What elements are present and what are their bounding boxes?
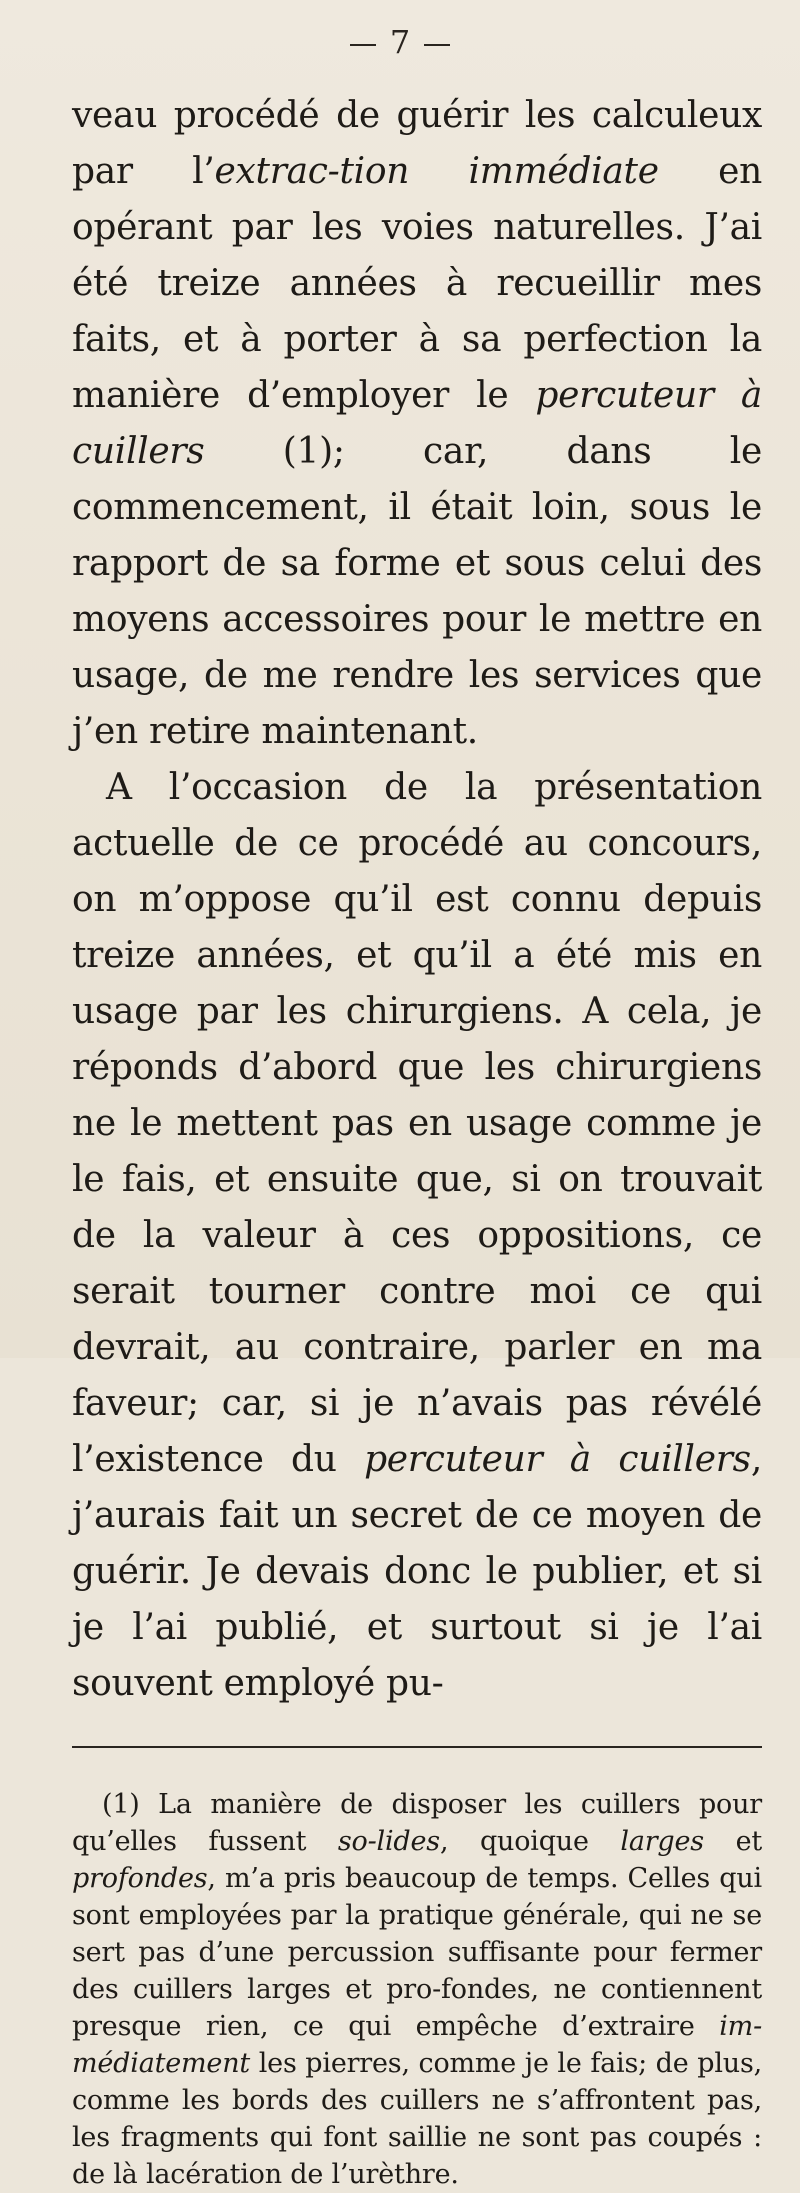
folio-dash-right: [424, 44, 450, 46]
footnote-italic-d: im-médiatement: [72, 2011, 762, 2079]
paragraph-2-text-a: A l’occasion de la présentation actuelle de ce procédé au concours, on m’oppose qu’il est connu depuis treize années, et qu’il a été mis en usage par les chirurgiens. A cela, je réponds d’abord que les chirurgiens ne le mettent pas en usage comme je le fais, et ensuite que, si on trouvait de la valeur à ces oppositions, ce serait tourner contre moi ce qui devrait, au contraire, parler en ma faveur; car, si je n’avais pas révélé l’existence du: [72, 767, 762, 1480]
footnote-italic-a: so-lides: [337, 1826, 440, 1857]
footnote-text-b: , quoique: [439, 1826, 621, 1857]
footnote-text-c: et: [703, 1826, 763, 1857]
page-number-value: 7: [389, 23, 411, 61]
paragraph-2: [72, 760, 762, 1712]
paragraph-1: [72, 88, 762, 760]
footnote-text-d: , m’a pris beaucoup de temps. Celles qui sont employées par la pratique générale, qui ne se sert pas d’une percussion suffisante pour fermer des cuillers larges et pro-fondes, ne contiennent presque rien, ce qui empêche d’extraire: [72, 1863, 762, 2042]
footnote: [72, 1786, 762, 2193]
paragraph-1-text-a: veau procédé de guérir les calculeux par l’: [72, 95, 762, 192]
paragraph-1-text-b: en opérant par les voies naturelles. J’ai été treize années à recueillir mes faits, et à porter à sa perfection la manière d’employer le: [72, 151, 762, 416]
main-text: [72, 88, 762, 1712]
paragraph-2-italic-a: percuteur à cuillers: [364, 1439, 751, 1480]
footnote-italic-b: larges: [620, 1826, 704, 1857]
paragraph-1-italic-b: percuteur à cuillers: [72, 375, 762, 472]
paragraph-1-italic-a: extrac-tion immédiate: [214, 151, 659, 192]
folio-dash-left: [350, 44, 376, 46]
paragraph-2-text-b: , j’aurais fait un secret de ce moyen de guérir. Je devais donc le publier, et si je l’ai publié, et surtout si je l’ai souvent employé pu-: [72, 1439, 762, 1704]
footnote-italic-c: profondes: [72, 1863, 208, 1894]
paragraph-1-text-c: (1); car, dans le commencement, il était loin, sous le rapport de sa forme et sous celui des moyens accessoires pour le mettre en usage, de me rendre les services que j’en retire maintenant.: [72, 431, 762, 752]
footnote-text-a: (1) La manière de disposer les cuillers pour qu’elles fussent: [72, 1789, 762, 1857]
footnote-text-e: les pierres, comme je le fais; de plus, comme les bords des cuillers ne s’affrontent pas, les fragments qui font saillie ne sont pas coupés : de là lacération de l’urèthre.: [72, 2048, 762, 2190]
page-number: [0, 22, 800, 62]
footnote-divider: [72, 1746, 762, 1748]
